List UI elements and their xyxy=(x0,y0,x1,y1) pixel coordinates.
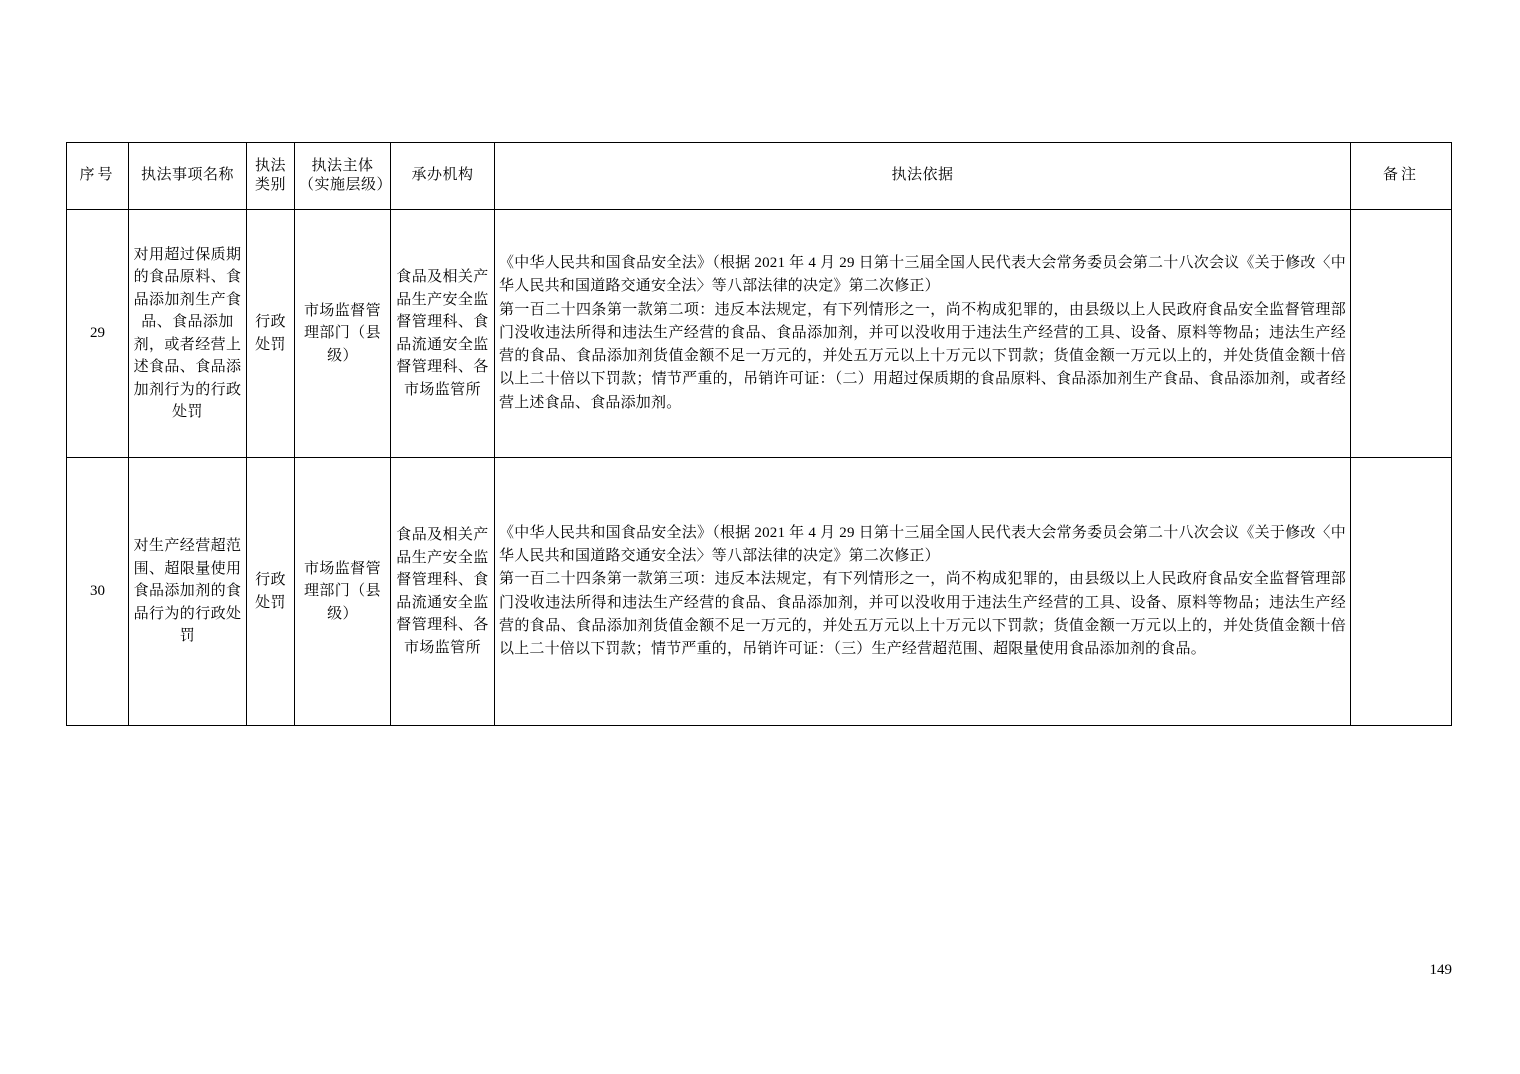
table-row xyxy=(67,458,1452,726)
column-header-category: 执法类别 xyxy=(247,143,295,210)
legal-basis-paragraph: 第一百二十四条第一款第三项：违反本法规定，有下列情形之一，尚不构成犯罪的，由县级以上人民政府食品安全监督管理部门没收违法所得和违法生产经营的食品、食品添加剂，并可以没收用于违法生产经营的工具、设备、原料等物品；违法生产经营的食品、食品添加剂货值金额不足一万元的，并处五万元以上十万元以下罚款；货值金额一万元以上的，并处货值金额十倍以上二十倍以下罚款；情节严重的，吊销许可证：（三）生产经营超范围、超限量使用食品添加剂的食品。 xyxy=(499,571,1346,657)
cell-sequence: 29 xyxy=(67,210,129,458)
column-header-organization: 承办机构 xyxy=(391,143,495,210)
cell-legal-basis xyxy=(495,458,1351,726)
legal-basis-paragraph: 《中华人民共和国食品安全法》（根据 2021 年 4 月 29 日第十三届全国人民代表大会常务委员会第二十八次会议《关于修改〈中华人民共和国道路交通安全法〉等八部法律的决定》第二次修正） xyxy=(499,524,1346,564)
cell-category: 行政处罚 xyxy=(247,458,295,726)
cell-remark xyxy=(1351,458,1452,726)
cell-organization: 食品及相关产品生产安全监督管理科、食品流通安全监督管理科、各市场监管所 xyxy=(391,458,495,726)
cell-sequence: 30 xyxy=(67,458,129,726)
cell-subject: 市场监督管理部门（县级） xyxy=(295,458,391,726)
cell-remark xyxy=(1351,210,1452,458)
table-row xyxy=(67,210,1452,458)
column-header-legal-basis: 执法依据 xyxy=(495,143,1351,210)
cell-organization: 食品及相关产品生产安全监督管理科、食品流通安全监督管理科、各市场监管所 xyxy=(391,210,495,458)
cell-item-name: 对用超过保质期的食品原料、食品添加剂生产食品、食品添加剂，或者经营上述食品、食品添加剂行为的行政处罚 xyxy=(129,210,247,458)
enforcement-items-table xyxy=(66,142,1452,726)
cell-item-name: 对生产经营超范围、超限量使用食品添加剂的食品行为的行政处罚 xyxy=(129,458,247,726)
table-header-row xyxy=(67,143,1452,210)
cell-legal-basis xyxy=(495,210,1351,458)
column-header-item-name: 执法事项名称 xyxy=(129,143,247,210)
page-number: 149 xyxy=(1429,962,1452,978)
cell-category: 行政处罚 xyxy=(247,210,295,458)
legal-basis-paragraph: 第一百二十四条第一款第二项：违反本法规定，有下列情形之一，尚不构成犯罪的，由县级以上人民政府食品安全监督管理部门没收违法所得和违法生产经营的食品、食品添加剂，并可以没收用于违法生产经营的工具、设备、原料等物品；违法生产经营的食品、食品添加剂货值金额不足一万元的，并处五万元以上十万元以下罚款；货值金额一万元以上的，并处货值金额十倍以上二十倍以下罚款；情节严重的，吊销许可证：（二）用超过保质期的食品原料、食品添加剂生产食品、食品添加剂，或者经营上述食品、食品添加剂。 xyxy=(499,301,1346,411)
column-header-sequence: 序号 xyxy=(67,143,129,210)
cell-subject: 市场监督管理部门（县级） xyxy=(295,210,391,458)
legal-basis-paragraph: 《中华人民共和国食品安全法》（根据 2021 年 4 月 29 日第十三届全国人民代表大会常务委员会第二十八次会议《关于修改〈中华人民共和国道路交通安全法〉等八部法律的决定》第二次修正） xyxy=(499,255,1346,295)
column-header-subject: 执法主体（实施层级） xyxy=(295,143,391,210)
column-header-remark: 备注 xyxy=(1351,143,1452,210)
